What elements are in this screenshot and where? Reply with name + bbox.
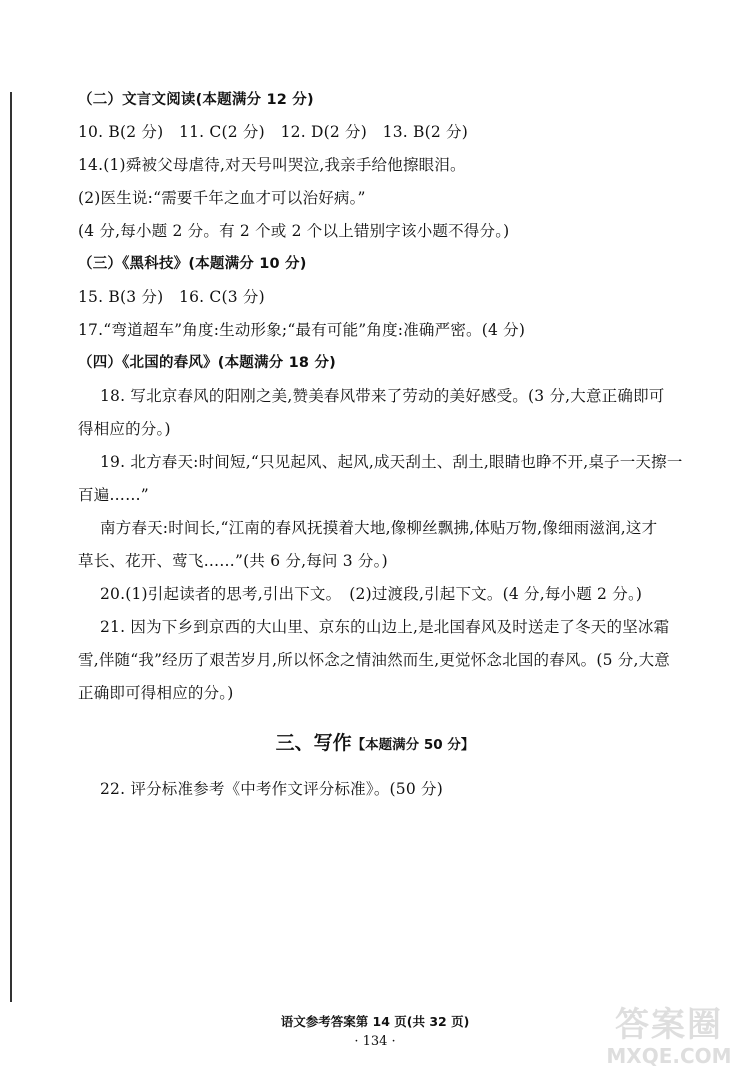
page-number: · 134 · <box>354 1034 396 1049</box>
answer-line: 10. B(2 分) 11. C(2 分) 12. D(2 分) 13. B(2 分) <box>78 123 469 141</box>
answer-line: (4 分,每小题 2 分。有 2 个或 2 个以上错别字该小题不得分。) <box>78 222 510 240</box>
answer-line: 22. 评分标准参考《中考作文评分标准》。(50 分) <box>100 780 443 798</box>
answer-line: 14.(1)舜被父母虐待,对天号叫哭泣,我亲手给他擦眼泪。 <box>78 156 466 174</box>
heading-black-tech: （三）《黑科技》(本题满分 10 分) <box>78 256 307 272</box>
heading-classical-reading: （二）文言文阅读(本题满分 12 分) <box>78 92 314 108</box>
answer-line: (2)医生说:“需要千年之血才可以治好病。” <box>78 189 366 207</box>
watermark-logo <box>594 1005 744 1075</box>
answer-line: 15. B(3 分) 16. C(3 分) <box>78 288 265 306</box>
watermark-bottom: MXQE.COM <box>606 1044 732 1068</box>
watermark-top: 答案圈 <box>615 1005 723 1045</box>
answer-line: 百遍……” <box>78 486 149 504</box>
answer-line: 得相应的分。) <box>78 420 171 438</box>
heading-north-spring-wind: （四）《北国的春风》(本题满分 18 分) <box>78 355 336 371</box>
answer-line: 20.(1)引起读者的思考,引出下文。 (2)过渡段,引起下文。(4 分,每小题 2 分。) <box>100 585 643 603</box>
answer-line: 17.“弯道超车”角度:生动形象;“最有可能”角度:准确严密。(4 分) <box>78 321 526 339</box>
section-subtitle: 【本题满分 50 分】 <box>351 737 475 753</box>
answer-line: 18. 写北京春风的阳刚之美,赞美春风带来了劳动的美好感受。(3 分,大意正确即可 <box>100 387 665 405</box>
footer-caption: 语文参考答案第 14 页(共 32 页) <box>280 1014 470 1029</box>
answer-line: 19. 北方春天:时间短,“只见起风、起风,成天刮土、刮土,眼睛也睁不开,桌子一天擦一 <box>100 453 683 471</box>
answer-line: 正确即可得相应的分。) <box>78 684 234 702</box>
answer-line: 雪,伴随“我”经历了艰苦岁月,所以怀念之情油然而生,更觉怀念北国的春风。(5 分,大意 <box>78 651 670 669</box>
section-heading-writing <box>0 728 750 755</box>
section-title: 三、写作 <box>275 732 352 754</box>
answer-line: 南方春天:时间长,“江南的春风抚摸着大地,像柳丝飘拂,体贴万物,像细雨滋润,这才 <box>100 519 658 537</box>
answer-line: 21. 因为下乡到京西的大山里、京东的山边上,是北国春风及时送走了冬天的坚冰霜 <box>100 618 670 636</box>
binding-margin-line <box>10 92 12 1002</box>
answer-line: 草长、花开、莺飞……”(共 6 分,每问 3 分。) <box>78 552 388 570</box>
